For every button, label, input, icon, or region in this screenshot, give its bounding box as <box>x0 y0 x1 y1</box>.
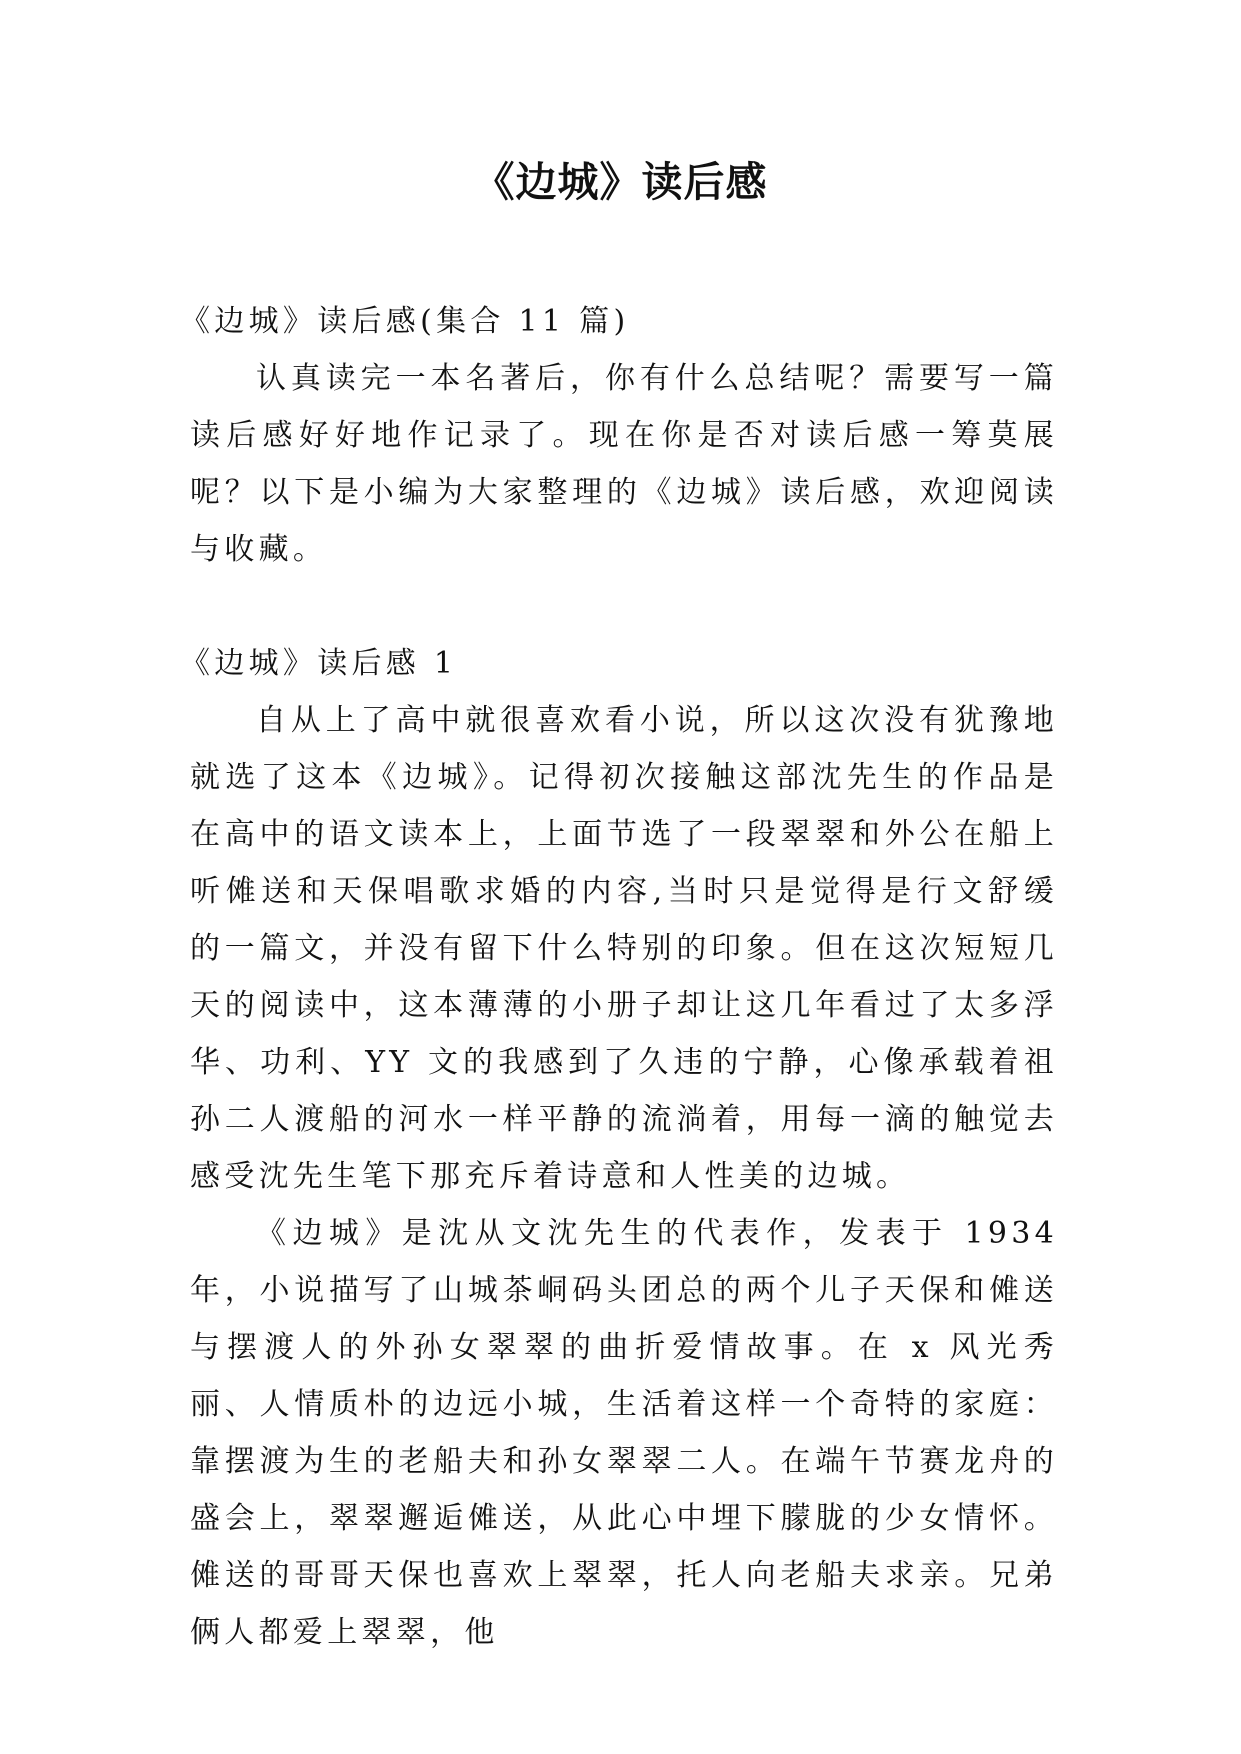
collection-heading: 《边城》读后感(集合 11 篇) <box>180 304 630 339</box>
intro-paragraph: 认真读完一本名著后，你有什么总结呢？需要写一篇读后感好好地作记录了。现在你是否对读后感一筹莫展呢？以下是小编为大家整理的《边城》读后感，欢迎阅读与收藏。 <box>190 361 1058 567</box>
document-body <box>180 293 1058 1661</box>
document-title: 《边城》读后感 <box>473 158 768 206</box>
section-1-paragraph-2: 《边城》是沈从文沈先生的代表作，发表于 1934 年，小说描写了山城茶峒码头团总的两个儿子天保和傩送与摆渡人的外孙女翠翠的曲折爱情故事。在 x 风光秀丽、人情质朴的边远小城，生活着这样一个奇特的家庭：靠摆渡为生的老船夫和孙女翠翠二人。在端午节赛龙舟的盛会上，翠翠邂逅傩送，从此心中埋下朦胧的少女情怀。傩送的哥哥天保也喜欢上翠翠，托人向老船夫求亲。兄弟俩人都爱上翠翠，他 <box>190 1216 1058 1650</box>
section-1-heading: 《边城》读后感 1 <box>180 646 458 681</box>
section-spacer <box>190 578 1058 635</box>
section-1-paragraph-1: 自从上了高中就很喜欢看小说，所以这次没有犹豫地就选了这本《边城》。记得初次接触这部沈先生的作品是在高中的语文读本上，上面节选了一段翠翠和外公在船上听傩送和天保唱歌求婚的内容,当时只是觉得是行文舒缓的一篇文，并没有留下什么特别的印象。但在这次短短几天的阅读中，这本薄薄的小册子却让这几年看过了太多浮华、功利、YY 文的我感到了久违的宁静，心像承载着祖孙二人渡船的河水一样平静的流淌着，用每一滴的触觉去感受沈先生笔下那充斥着诗意和人性美的边城。 <box>190 703 1058 1194</box>
